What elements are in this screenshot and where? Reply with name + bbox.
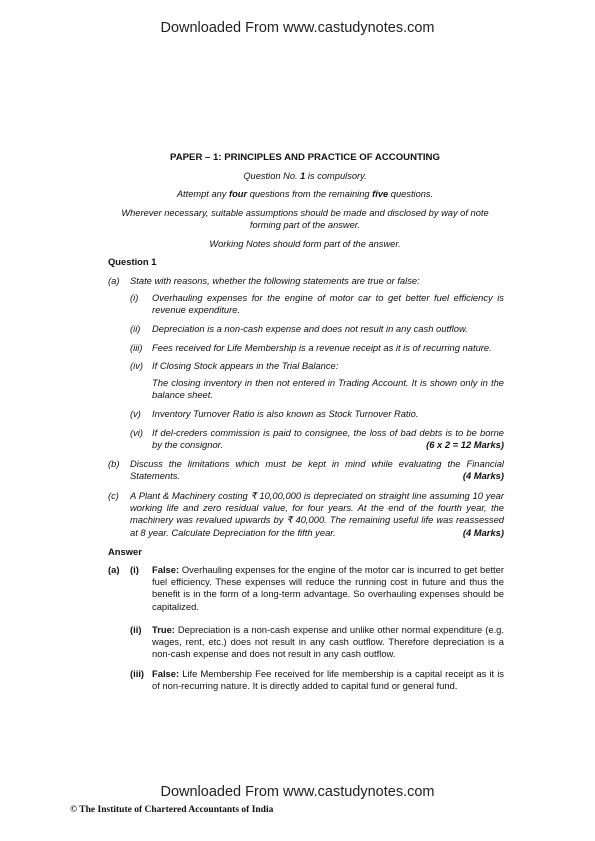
answer-item-num: (ii)	[130, 624, 142, 635]
answer-item-num: (iii)	[130, 668, 145, 679]
copyright-footer: © The Institute of Chartered Accountants of India	[70, 805, 274, 815]
question-item-text: Fees received for Life Membership is a revenue receipt as it is of recurring nature.	[152, 342, 492, 353]
question-item-text: Depreciation is a non-cash expense and does not result in any cash outflow.	[152, 323, 468, 334]
question-c-marks: (4 Marks)	[462, 527, 504, 538]
question-item-num: (ii)	[130, 323, 141, 334]
question-item-num: (i)	[130, 292, 139, 303]
question-item-text: Overhauling expenses for the engine of motor car to get better fuel efficiency is revenue expenditure.	[152, 292, 504, 316]
answer-a-label: (a)	[108, 564, 120, 575]
question-b-text: Discuss the limitations which must be kept in mind while evaluating the Financial Statements.	[130, 458, 504, 482]
answer-item-text: False: Overhauling expenses for the engine of the motor car is incurred to get better fuel efficiency. These expenses will reduce the running cost in future and thus the benefit is in the form of a long-term advantage. So overhauling expenses should be capitalized.	[152, 564, 504, 612]
question-c-text: A Plant & Machinery costing ₹ 10,00,000 is depreciated on straight line assuming 10 year working life and zero residual value, for four years. At the end of the fourth year, the machinery was revalued upwards by ₹ 40,000. The remaining useful life was reassessed at 8 year. Calculate Depreciation for the fifth year.	[130, 490, 504, 538]
question-item-num: (iii)	[130, 342, 143, 353]
instruction-working-notes: Working Notes should form part of the answer.	[209, 239, 401, 249]
question-item-num: (v)	[130, 408, 141, 419]
instruction-attempt: Attempt any four questions from the remaining five questions.	[176, 189, 434, 199]
question-item-text: Inventory Turnover Ratio is also known as Stock Turnover Ratio.	[152, 408, 419, 419]
question-item-text: If del-creders commission is paid to consignee, the loss of bad debts is to be borne by the consignor.	[152, 427, 504, 451]
question-a-label: (a)	[108, 275, 120, 286]
question-item-text: The closing inventory in then not entered in Trading Account. It is shown only in the balance sheet.	[152, 377, 504, 401]
paper-title: PAPER – 1: PRINCIPLES AND PRACTICE OF ACCOUNTING	[170, 152, 440, 163]
question-item-text: If Closing Stock appears in the Trial Balance:	[152, 360, 339, 371]
download-banner-bottom: Downloaded From www.castudynotes.com	[160, 784, 435, 800]
question-b-label: (b)	[108, 458, 120, 469]
instruction-assumptions: Wherever necessary, suitable assumptions should be made and disclosed by way of note forming part of the answer.	[121, 208, 489, 230]
answer-item-text: True: Depreciation is a non-cash expense and unlike other normal expenditure (e.g. wages, rent, etc.) does not result in any cash outflow. Therefore depreciation is a non-cash expense and does not result in any cash outflow.	[152, 624, 504, 660]
question-a-marks: (6 x 2 = 12 Marks)	[426, 439, 504, 450]
question-item-num: (vi)	[130, 427, 144, 438]
question-c-label: (c)	[108, 490, 119, 501]
instruction-compulsory: Question No. 1 is compulsory.	[243, 171, 367, 181]
answer-item-text: False: Life Membership Fee received for life membership is a capital receipt as it is of non-recurring nature. It is directly added to capital fund or general fund.	[152, 668, 504, 692]
question-item-num: (iv)	[130, 360, 144, 371]
answer-heading: Answer	[108, 546, 142, 557]
download-banner-top: Downloaded From www.castudynotes.com	[160, 20, 435, 36]
question-b-marks: (4 Marks)	[462, 470, 504, 481]
question-a-text: State with reasons, whether the following statements are true or false:	[130, 275, 420, 286]
answer-item-num: (i)	[130, 564, 139, 575]
question-heading: Question 1	[108, 256, 157, 267]
